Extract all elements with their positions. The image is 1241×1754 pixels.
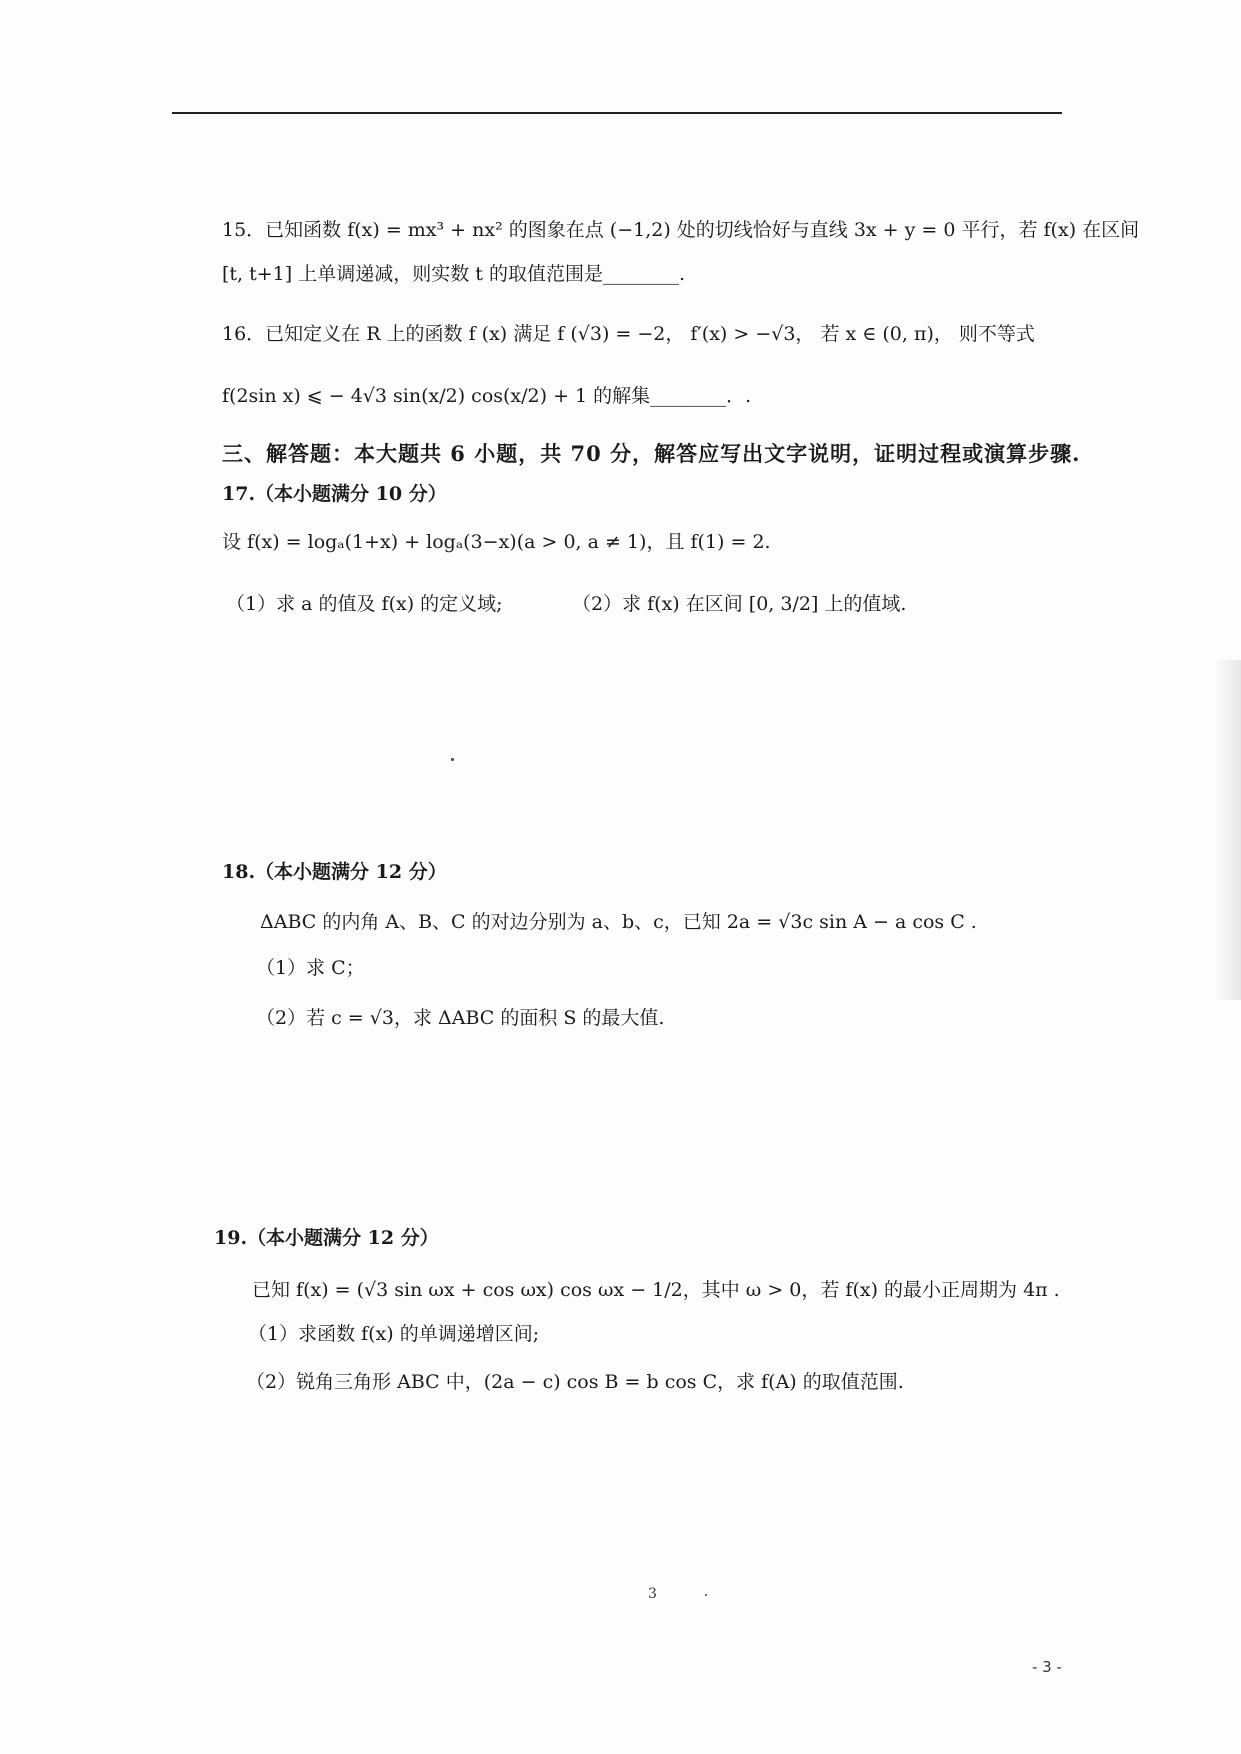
question-18-stem: ΔABC 的内角 A、B、C 的对边分别为 a、b、c，已知 2a = √3c sin A − a cos C . [260,911,977,933]
question-19-part-2: （2）锐角三角形 ABC 中，(2a − c) cos B = b cos C，求 f(A) 的取值范围. [246,1371,904,1393]
section-3-heading: 三、解答题：本大题共 6 小题，共 70 分，解答应写出文字说明，证明过程或演算步骤. [222,441,1081,466]
page-number: - 3 - [1032,1658,1062,1676]
question-16-line-1: 16．已知定义在 R 上的函数 f (x) 满足 f (√3) = −2， f′(x) > −√3， 若 x ∈ (0, π)， 则不等式 [222,323,1035,345]
question-16-line-2: f(2sin x) ⩽ − 4√3 sin(x/2) cos(x/2) + 1 的解集________．. [222,385,752,407]
question-17-part-1: （1）求 a 的值及 f(x) 的定义域; [226,593,503,615]
question-19-part-1: （1）求函数 f(x) 的单调递增区间; [248,1323,540,1345]
question-15-line-1: 15．已知函数 f(x) = mx³ + nx² 的图象在点 (−1,2) 处的切线恰好与直线 3x + y = 0 平行，若 f(x) 在区间 [222,219,1140,241]
footer-mark: 3 [648,1586,657,1602]
scan-speck [705,1594,707,1596]
question-17-title: 17.（本小题满分 10 分） [222,483,447,505]
header-rule [172,112,1062,114]
question-17-stem: 设 f(x) = logₐ(1+x) + logₐ(3−x)(a > 0, a ≠ 1)，且 f(1) = 2. [222,531,771,553]
question-18-part-1: （1）求 C； [256,957,365,979]
question-19-title: 19.（本小题满分 12 分） [214,1227,439,1249]
question-18-part-2: （2）若 c = √3，求 ΔABC 的面积 S 的最大值. [256,1007,665,1029]
question-15-line-2: [t, t+1] 上单调递减，则实数 t 的取值范围是________. [222,263,685,285]
question-19-stem: 已知 f(x) = (√3 sin ωx + cos ωx) cos ωx − 1/2，其中 ω > 0，若 f(x) 的最小正周期为 4π . [252,1279,1060,1301]
question-17-part-2: （2）求 f(x) 在区间 [0, 3/2] 上的值域. [572,593,907,615]
question-18-title: 18.（本小题满分 12 分） [222,861,447,883]
scan-edge-shadow [1215,660,1241,1000]
scan-speck [451,758,454,761]
